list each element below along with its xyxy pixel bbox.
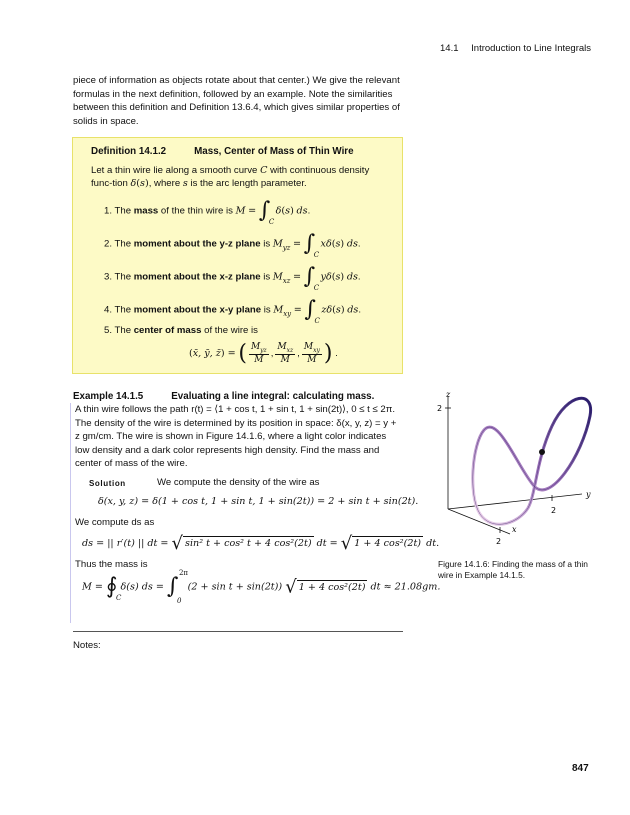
y-axis	[448, 494, 582, 509]
definition-item-center: 5. The center of mass of the wire is	[104, 325, 258, 336]
notes-label: Notes:	[73, 640, 101, 651]
mass-intro: Thus the mass is	[75, 559, 148, 570]
definition-item-mass: 1. The mass of the thin wire is M = ∫ C δ(s) ds.	[104, 198, 311, 226]
ds-intro: We compute ds as	[75, 517, 155, 528]
ds-equation: ds = || r′(t) || dt = √ sin² t + cos² t + 4 cos²(2t) dt = √ 1 + 4 cos²(2t) dt.	[82, 533, 440, 554]
definition-intro: Let a thin wire lie along a smooth curve C with continuous density func-tion δ(s), where s is the arc length parameter.	[91, 165, 370, 189]
figure-caption: Figure 14.1.6: Finding the mass of a thin wire in Example 14.1.5.	[438, 559, 588, 580]
solution-label: Solution	[89, 479, 126, 488]
definition-intro-text: , where	[148, 178, 183, 189]
definition-intro-text: Let a thin wire lie along a smooth curve	[91, 165, 261, 176]
solution-intro: We compute the density of the wire as	[157, 477, 320, 488]
page-number: 847	[572, 763, 589, 774]
wire-curve	[473, 398, 591, 524]
definition-item-mxy: 4. The moment about the x-y plane is $M_{xy}$ = ∫ C zδ(s) ds.	[104, 297, 362, 325]
running-header	[440, 43, 591, 54]
mass-equation: M = ∮ C δ(s) ds = ∫ 0 2π (2 + sin t + sin(2t)) √ 1 + 4 cos²(2t) dt ≈ 21.08gm.	[82, 569, 441, 605]
example-heading	[73, 391, 374, 402]
x-axis-label: x	[512, 525, 517, 534]
section-title: Introduction to Line Integrals	[471, 43, 592, 54]
z-axis-label: z	[446, 390, 451, 399]
x-tick-label: 2	[496, 537, 502, 546]
wire-figure	[432, 386, 602, 556]
example-paragraph: A thin wire follows the path r(t) = ⟨1 + cos t, 1 + sin t, 1 + sin(2t)⟩, 0 ≤ t ≤ 2π. The density of the wire is determined by its position in space: δ(x, y, z) = y + z gm/cm. The wire is shown in Figure 14.1.6, where a light color indicates low density and a dark color represents high density. Find the mass and center of mass of the wire.	[75, 404, 397, 469]
definition-title: Mass, Center of Mass of Thin Wire	[194, 146, 354, 157]
z-tick-label: 2	[437, 404, 443, 413]
notes-divider	[73, 631, 403, 632]
section-number: 14.1	[440, 43, 459, 54]
definition-label: Definition 14.1.2	[91, 146, 167, 157]
definition-intro-text: with continuous density func-tion	[91, 165, 370, 189]
example-label: Example 14.1.5	[73, 391, 144, 402]
definition-item-mxz: 3. The moment about the x-z plane is $M_{xz}$ = ∫ C yδ(s) ds.	[104, 264, 361, 292]
y-axis-label: y	[586, 490, 591, 499]
center-of-mass-formula: (x̄, ȳ, z̄) = ( $\frac{M_{yz}}{M}$ , $\frac{M_{xz}}{M}$ , $\frac{M_{xy}}{M}$ ) .	[189, 341, 338, 366]
intro-paragraph: piece of information as objects rotate about that center.) We give the relevant formulas in the next definition, followed by an example. Note the similarities between this definition and Definition 13.6.4, which gives similar properties of solids in space.	[73, 75, 400, 127]
definition-box	[72, 137, 403, 374]
density-equation: δ(x, y, z) = δ(1 + cos t, 1 + sin t, 1 + sin(2t)) = 2 + sin t + sin(2t).	[98, 496, 419, 507]
center-of-mass-point	[539, 449, 545, 455]
example-title: Evaluating a line integral: calculating mass.	[171, 391, 375, 402]
definition-heading	[91, 146, 354, 157]
definition-intro-text: is the arc length parameter.	[187, 178, 307, 189]
example-margin-rule	[70, 403, 71, 623]
definition-item-myz: 2. The moment about the y-z plane is $M_{yz}$ = ∫ C xδ(s) ds.	[104, 231, 361, 259]
y-tick-label: 2	[551, 506, 557, 515]
